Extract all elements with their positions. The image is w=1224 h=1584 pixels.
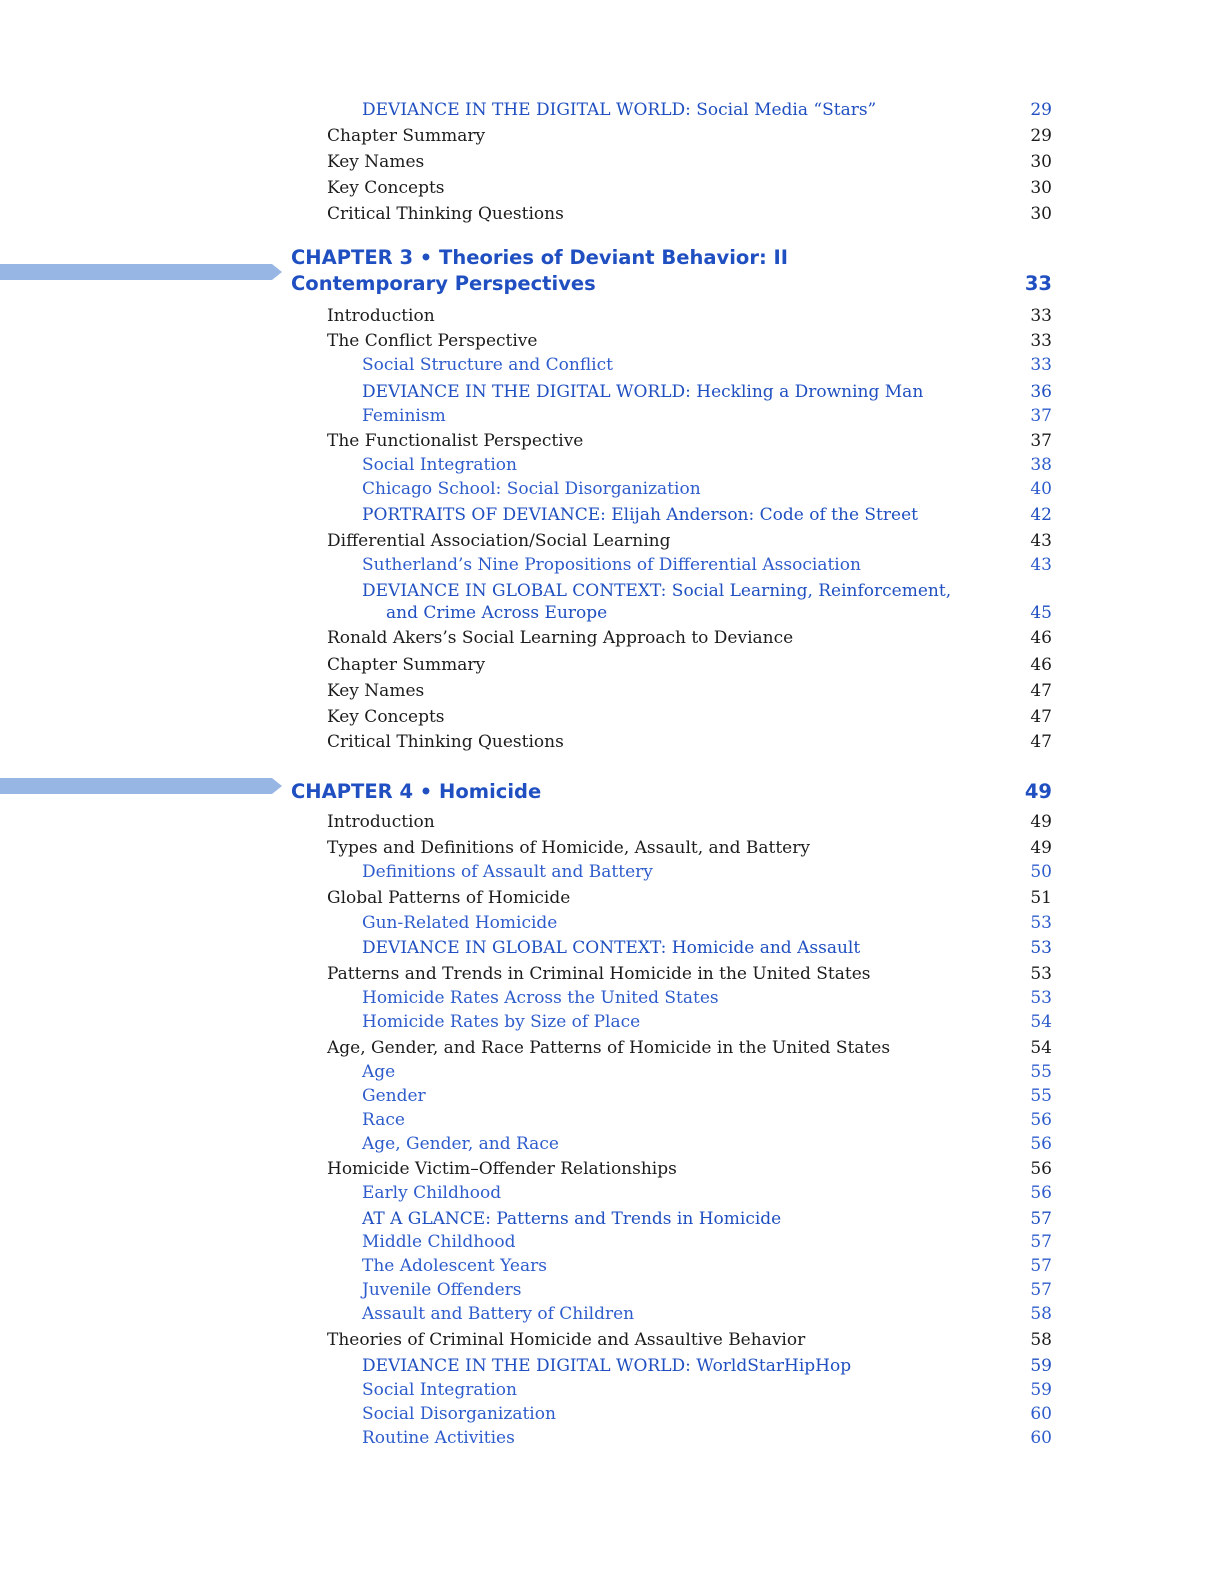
toc-entry[interactable] (0, 98, 1224, 122)
toc-entry-title (362, 479, 701, 499)
toc-entry-page-number: 33 (1030, 331, 1052, 351)
toc-entry-title (362, 455, 517, 475)
toc-entry[interactable] (0, 1328, 1224, 1352)
toc-entry-title (327, 1159, 677, 1179)
toc-entry-page-number: 59 (1030, 1356, 1052, 1376)
toc-entry-title-text: Chapter Summary (327, 126, 486, 146)
toc-entry-page-number: 46 (1030, 655, 1052, 675)
toc-entry-title (327, 1330, 805, 1350)
toc-entry-title-text: DEVIANCE IN THE DIGITAL WORLD: Heckling a Drowning Man (362, 382, 924, 402)
toc-entry-page-number: 47 (1030, 681, 1052, 701)
toc-entry-title (362, 1304, 634, 1324)
toc-entry-page-number: 58 (1030, 1304, 1052, 1324)
toc-entry-title-text: Social Disorganization (362, 1404, 556, 1424)
toc-entry-title (327, 531, 670, 551)
toc-entry-title-text: CHAPTER 3 • Theories of Deviant Behavior: II (291, 246, 789, 269)
toc-entry[interactable] (0, 1354, 1224, 1378)
toc-entry-title (362, 1062, 395, 1082)
toc-entry-page-number: 57 (1030, 1232, 1052, 1252)
toc-entry-title (327, 964, 871, 984)
toc-entry-title-text: Race (362, 1110, 405, 1130)
toc-entry-title (327, 812, 435, 832)
toc-entry[interactable] (0, 886, 1224, 910)
toc-entry[interactable] (0, 1278, 1224, 1302)
toc-entry[interactable] (0, 1207, 1224, 1231)
toc-entry-title (362, 406, 446, 426)
toc-entry-title-text: DEVIANCE IN THE DIGITAL WORLD: Social Media “Stars” (362, 100, 877, 120)
toc-entry[interactable] (0, 1302, 1224, 1326)
toc-entry-title-text: Types and Definitions of Homicide, Assault, and Battery (327, 838, 810, 858)
toc-entry[interactable] (0, 1402, 1224, 1426)
toc-entry-title-text: Social Structure and Conflict (362, 355, 613, 375)
chapter-heading[interactable] (0, 246, 1224, 296)
chapter-marker-bar (0, 778, 272, 794)
toc-entry-page-number: 30 (1030, 152, 1052, 172)
toc-entry-page-number: 49 (1030, 838, 1052, 858)
toc-entry[interactable] (0, 986, 1224, 1010)
toc-entry-page-number: 56 (1030, 1134, 1052, 1154)
toc-entry-title (327, 178, 445, 198)
toc-entry-page-number: 58 (1030, 1330, 1052, 1350)
toc-entry-title-text: DEVIANCE IN GLOBAL CONTEXT: Social Learning, Reinforcement, (362, 581, 952, 601)
toc-entry-title (362, 505, 918, 525)
toc-entry-title-text: The Adolescent Years (362, 1256, 547, 1276)
toc-entry[interactable] (0, 936, 1224, 960)
toc-entry-title (362, 1012, 640, 1032)
toc-entry-title (327, 888, 570, 908)
toc-entry-title (327, 732, 564, 752)
toc-entry-title (362, 1380, 517, 1400)
toc-entry[interactable] (0, 380, 1224, 404)
toc-entry-page-number: 29 (1030, 126, 1052, 146)
toc-entry-title (327, 1038, 890, 1058)
toc-entry[interactable] (0, 705, 1224, 729)
toc-entry-page-number: 37 (1030, 431, 1052, 451)
toc-entry-title (327, 306, 435, 326)
toc-entry-title (362, 1356, 851, 1376)
toc-entry-title-text: Feminism (362, 406, 446, 426)
toc-entry-title (362, 1086, 426, 1106)
toc-entry-title (362, 382, 923, 402)
toc-entry-title (327, 431, 583, 451)
toc-entry-title-text: Differential Association/Social Learning (327, 531, 671, 551)
toc-entry[interactable] (0, 1378, 1224, 1402)
toc-entry-title-text: The Conflict Perspective (327, 331, 538, 351)
toc-entry-title-text: Social Integration (362, 1380, 517, 1400)
toc-entry-page-number: 51 (1030, 888, 1052, 908)
toc-entry-page-number: 49 (1024, 780, 1052, 803)
toc-entry-title-continuation: and Crime Across Europe (386, 603, 608, 623)
toc-entry-title (327, 707, 445, 727)
toc-entry-title-text: Patterns and Trends in Criminal Homicide in the United States (327, 964, 871, 984)
toc-entry-page-number: 53 (1030, 913, 1052, 933)
toc-entry-page-number: 59 (1030, 1380, 1052, 1400)
toc-entry-title-text: Definitions of Assault and Battery (362, 862, 653, 882)
toc-entry-title (327, 204, 564, 224)
toc-entry[interactable] (0, 404, 1224, 428)
toc-entry-title (327, 152, 424, 172)
toc-entry-page-number: 54 (1030, 1038, 1052, 1058)
toc-entry[interactable] (0, 503, 1224, 527)
toc-entry-title-text: Sutherland’s Nine Propositions of Differential Association (362, 555, 861, 575)
toc-entry-page-number: 56 (1030, 1183, 1052, 1203)
toc-entry[interactable] (0, 860, 1224, 884)
toc-entry[interactable] (0, 911, 1224, 935)
toc-entry-title (327, 126, 485, 146)
toc-entry-page-number: 53 (1030, 988, 1052, 1008)
toc-entry-title (362, 988, 719, 1008)
toc-entry[interactable] (0, 124, 1224, 148)
toc-entry-page-number: 43 (1030, 555, 1052, 575)
toc-entry[interactable] (0, 581, 1224, 625)
toc-entry-title-text: Age, Gender, and Race (362, 1134, 559, 1154)
toc-entry[interactable] (0, 962, 1224, 986)
toc-entry-title-text: DEVIANCE IN GLOBAL CONTEXT: Homicide and Assault (362, 938, 861, 958)
toc-entry[interactable] (0, 1108, 1224, 1132)
toc-entry[interactable] (0, 836, 1224, 860)
toc-entry-title-text: Chicago School: Social Disorganization (362, 479, 701, 499)
toc-entry-page-number: 42 (1030, 505, 1052, 525)
toc-entry-title (291, 782, 541, 802)
toc-entry-page-number: 37 (1030, 406, 1052, 426)
toc-entry-title (362, 100, 876, 120)
toc-entry[interactable] (0, 1036, 1224, 1060)
toc-entry[interactable] (0, 529, 1224, 553)
toc-entry-page-number: 33 (1024, 272, 1052, 295)
toc-entry-title-text: Global Patterns of Homicide (327, 888, 571, 908)
toc-entry-title (327, 628, 793, 648)
toc-entry-title-text: Critical Thinking Questions (327, 204, 564, 224)
toc-entry[interactable] (0, 810, 1224, 834)
toc-entry-page-number: 60 (1030, 1428, 1052, 1448)
toc-entry-title-text: Gender (362, 1086, 426, 1106)
toc-entry-page-number: 55 (1030, 1062, 1052, 1082)
toc-entry-title-text: The Functionalist Perspective (327, 431, 584, 451)
toc-entry-title-text: Juvenile Offenders (362, 1280, 522, 1300)
toc-entry[interactable] (0, 626, 1224, 650)
toc-entry-page-number: 36 (1030, 382, 1052, 402)
toc-entry[interactable] (0, 176, 1224, 200)
toc-entry-page-number: 46 (1030, 628, 1052, 648)
toc-entry-page-number: 30 (1030, 178, 1052, 198)
toc-entry[interactable] (0, 1132, 1224, 1156)
toc-entry-title (362, 913, 557, 933)
toc-entry-page-number: 45 (1030, 603, 1052, 623)
toc-entry-title (362, 938, 860, 958)
toc-entry-page-number: 57 (1030, 1280, 1052, 1300)
toc-entry-page-number: 56 (1030, 1159, 1052, 1179)
toc-entry[interactable] (0, 1084, 1224, 1108)
chapter-heading[interactable] (0, 780, 1224, 804)
toc-entry-page-number: 29 (1030, 100, 1052, 120)
toc-entry-page-number: 55 (1030, 1086, 1052, 1106)
toc-entry-title-text: Key Names (327, 152, 425, 172)
toc-entry[interactable] (0, 477, 1224, 501)
toc-entry[interactable] (0, 1010, 1224, 1034)
toc-entry[interactable] (0, 453, 1224, 477)
toc-entry-title (291, 246, 789, 295)
toc-entry-title (327, 655, 485, 675)
toc-entry-title-text: Key Concepts (327, 178, 445, 198)
toc-entry-title-text: Routine Activities (362, 1428, 515, 1448)
toc-entry-page-number: 53 (1030, 938, 1052, 958)
toc-entry-title-text: Age (362, 1062, 396, 1082)
toc-entry-title-text: Early Childhood (362, 1183, 502, 1203)
toc-entry-page-number: 60 (1030, 1404, 1052, 1424)
toc-entry-page-number: 53 (1030, 964, 1052, 984)
toc-entry-title (362, 1110, 405, 1130)
toc-entry-title (362, 862, 653, 882)
toc-entry-page-number: 49 (1030, 812, 1052, 832)
toc-entry-page-number: 38 (1030, 455, 1052, 475)
toc-entry-title (327, 331, 537, 351)
toc-entry[interactable] (0, 1230, 1224, 1254)
toc-entry[interactable] (0, 202, 1224, 226)
toc-entry-title-text: Key Names (327, 681, 425, 701)
toc-entry-title-text: Age, Gender, and Race Patterns of Homicide in the United States (327, 1038, 891, 1058)
toc-entry-title-text: DEVIANCE IN THE DIGITAL WORLD: WorldStarHipHop (362, 1356, 852, 1376)
toc-entry-page-number: 40 (1030, 479, 1052, 499)
toc-entry-title-text: Ronald Akers’s Social Learning Approach to Deviance (327, 628, 794, 648)
toc-entry-title (362, 1256, 547, 1276)
toc-entry-page-number: 47 (1030, 732, 1052, 752)
toc-entry-title (362, 1134, 559, 1154)
toc-entry-title (362, 1428, 515, 1448)
toc-entry[interactable] (0, 653, 1224, 677)
toc-entry-title-text: Key Concepts (327, 707, 445, 727)
toc-entry-title-continuation: Contemporary Perspectives (291, 272, 596, 295)
toc-entry-title (362, 1404, 556, 1424)
toc-entry[interactable] (0, 353, 1224, 377)
toc-entry-page-number: 54 (1030, 1012, 1052, 1032)
toc-entry[interactable] (0, 1157, 1224, 1181)
toc-entry-page-number: 47 (1030, 707, 1052, 727)
toc-entry-title-text: Assault and Battery of Children (362, 1304, 635, 1324)
toc-entry-title (362, 1280, 522, 1300)
toc-entry-title (362, 355, 613, 375)
toc-entry-title (362, 1209, 781, 1229)
toc-entry-title (362, 581, 952, 623)
toc-entry[interactable] (0, 329, 1224, 353)
toc-entry-title-text: AT A GLANCE: Patterns and Trends in Homicide (362, 1209, 782, 1229)
toc-entry-title-text: Social Integration (362, 455, 517, 475)
toc-entry-title-text: Theories of Criminal Homicide and Assaultive Behavior (327, 1330, 806, 1350)
toc-entry-title (362, 1183, 501, 1203)
toc-entry-title (362, 555, 861, 575)
toc-entry-title-text: Gun-Related Homicide (362, 913, 558, 933)
toc-entry-title-text: CHAPTER 4 • Homicide (291, 780, 542, 803)
toc-entry-page-number: 57 (1030, 1256, 1052, 1276)
toc-entry-title-text: Homicide Rates by Size of Place (362, 1012, 641, 1032)
toc-entry-title-text: Chapter Summary (327, 655, 486, 675)
toc-entry-title-text: Introduction (327, 306, 435, 326)
toc-entry-title-text: Homicide Rates Across the United States (362, 988, 719, 1008)
toc-entry[interactable] (0, 730, 1224, 754)
toc-entry-title (362, 1232, 516, 1252)
toc-entry-title-text: Middle Childhood (362, 1232, 516, 1252)
toc-entry-page-number: 33 (1030, 306, 1052, 326)
toc-entry-page-number: 50 (1030, 862, 1052, 882)
toc-entry[interactable] (0, 429, 1224, 453)
toc-entry-title-text: Critical Thinking Questions (327, 732, 564, 752)
toc-entry[interactable] (0, 1254, 1224, 1278)
toc-entry[interactable] (0, 1426, 1224, 1450)
chapter-marker-bar (0, 264, 272, 280)
toc-entry-page-number: 43 (1030, 531, 1052, 551)
toc-entry[interactable] (0, 553, 1224, 577)
toc-entry-title-text: Introduction (327, 812, 435, 832)
toc-entry-page-number: 30 (1030, 204, 1052, 224)
toc-entry-page-number: 33 (1030, 355, 1052, 375)
toc-entry[interactable] (0, 1181, 1224, 1205)
toc-entry[interactable] (0, 1060, 1224, 1084)
toc-entry-title (327, 838, 810, 858)
toc-entry[interactable] (0, 150, 1224, 174)
toc-entry[interactable] (0, 679, 1224, 703)
toc-entry-title (327, 681, 424, 701)
toc-entry[interactable] (0, 304, 1224, 328)
toc-entry-page-number: 56 (1030, 1110, 1052, 1130)
toc-entry-title-text: Homicide Victim–Offender Relationships (327, 1159, 677, 1179)
toc-entry-title-text: PORTRAITS OF DEVIANCE: Elijah Anderson: Code of the Street (362, 505, 918, 525)
toc-entry-page-number: 57 (1030, 1209, 1052, 1229)
